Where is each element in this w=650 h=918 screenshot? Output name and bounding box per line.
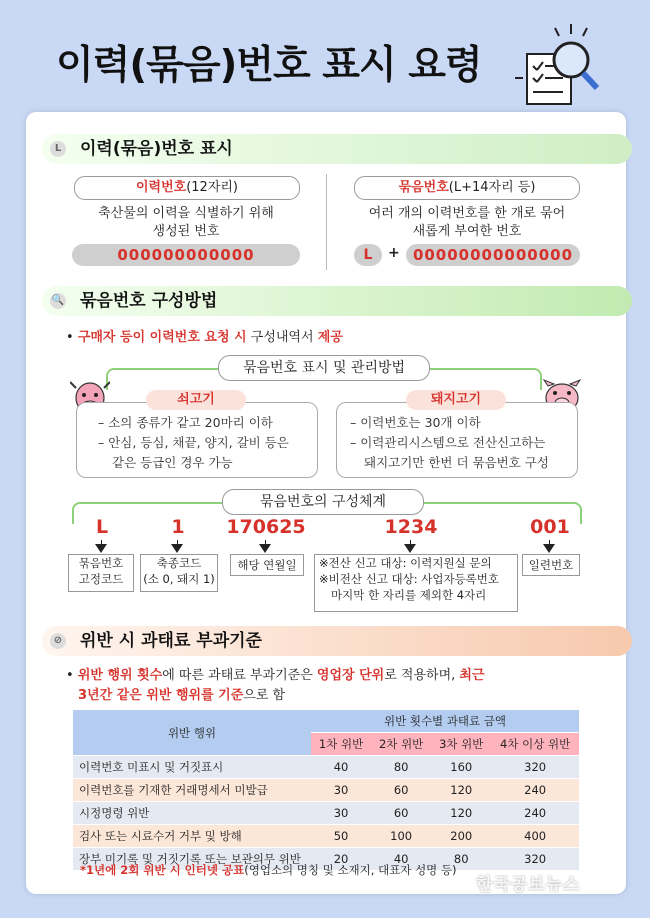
code-business-desc3: 마지막 한 자리를 제외한 4자리 — [331, 588, 487, 602]
code-species-desc2: (소 0, 돼지 1) — [143, 572, 215, 586]
cell-value: 320 — [491, 756, 579, 779]
bullet-red1: 구매자 등이 이력번호 요청 시 — [77, 330, 247, 345]
col-group: 위반 횟수별 과태료 금액 — [311, 710, 579, 733]
penalty-mid2: 로 적용하며, — [384, 668, 460, 683]
pork-line3: 돼지고기만 한번 더 묶음번호 구성 — [364, 455, 549, 470]
history-desc-line2: 생성된 번호 — [152, 224, 220, 239]
pork-line1: – 이력번호는 30개 이하 — [350, 415, 481, 430]
table-row — [73, 802, 579, 825]
col-violation: 위반 행위 — [73, 710, 311, 756]
table-row — [73, 825, 579, 848]
beef-line3: 같은 등급인 경우 가능 — [112, 455, 233, 470]
section-heading: 이력(묶음)번호 표시 — [80, 139, 233, 159]
code-species-desc — [140, 554, 218, 592]
code-date-desc: 해당 연월일 — [230, 554, 304, 576]
row-name: 시정명령 위반 — [73, 802, 311, 825]
down-arrow-icon — [171, 544, 183, 553]
prohibited-icon: ⊘ — [50, 633, 66, 649]
code-l-desc1: 묶음번호 — [78, 556, 124, 570]
cell-value: 160 — [431, 756, 491, 779]
history-desc-line1: 축산물의 이력을 식별하기 위해 — [98, 206, 274, 221]
beef-line1: – 소의 종류가 같고 20마리 이하 — [98, 415, 273, 430]
row-name: 장부 미기록 및 거짓기록 또는 보관의무 위반 — [73, 848, 311, 871]
penalty-line2-rest: 으로 함 — [243, 688, 286, 703]
magnifier-icon: 🔍 — [50, 293, 66, 309]
code-business: 1234 — [384, 516, 438, 538]
bullet-dot: • — [66, 330, 74, 345]
code-species-desc1: 축종코드 — [156, 556, 202, 570]
cell-value: 80 — [371, 756, 431, 779]
penalty-footnote — [80, 862, 457, 878]
cell-value: 400 — [491, 825, 579, 848]
bundle-desc-line1: 여러 개의 이력번호를 한 개로 묶어 — [368, 206, 566, 221]
bundle-number-label-red: 묶음번호 — [398, 180, 449, 195]
cell-value: 30 — [311, 779, 371, 802]
code-business-desc2: ※비전산 신고 대상: 사업자등록번호 — [319, 572, 500, 586]
bundle-number-example: 00000000000000 — [406, 244, 580, 266]
down-arrow-icon — [95, 544, 107, 553]
beef-tag: 쇠고기 — [146, 390, 246, 410]
down-arrow-icon — [404, 544, 416, 553]
code-business-desc1: ※전산 신고 대상: 이력지원실 문의 — [319, 556, 492, 570]
row-name: 이력번호를 기재한 거래명세서 미발급 — [73, 779, 311, 802]
cell-value: 50 — [311, 825, 371, 848]
history-number-label-red: 이력번호 — [135, 180, 187, 195]
row-name: 이력번호 미표시 및 거짓표시 — [73, 756, 311, 779]
content-card — [26, 112, 626, 894]
code-serial: 001 — [530, 516, 570, 538]
cell-value: 60 — [371, 802, 431, 825]
penalty-table — [73, 710, 579, 871]
section-heading: 위반 시 과태료 부과기준 — [80, 631, 262, 651]
code-date: 170625 — [226, 516, 306, 538]
pork-tag: 돼지고기 — [406, 390, 506, 410]
code-serial-desc: 일련번호 — [522, 554, 580, 576]
cell-value: 120 — [431, 802, 491, 825]
bundle-bullet — [66, 326, 343, 345]
section-history-number — [42, 134, 632, 164]
bullet-red2: 제공 — [317, 330, 343, 345]
plus-sign: + — [388, 245, 400, 261]
penalty-line1 — [66, 664, 485, 683]
cell-value: 20 — [311, 848, 371, 871]
penalty-mid1: 에 따른 과태료 부과기준은 — [162, 668, 317, 683]
col-4th: 4차 이상 위반 — [491, 733, 579, 756]
cell-value: 40 — [311, 756, 371, 779]
title-area — [0, 0, 650, 112]
table-row — [73, 779, 579, 802]
col-3rd: 3차 위반 — [431, 733, 491, 756]
bundle-number-label-rest: (L+14자리 등) — [448, 180, 536, 195]
history-number-example: 000000000000 — [72, 244, 300, 266]
footnote-red: *1년에 2회 위반 시 인터넷 공표 — [80, 863, 245, 877]
col-2nd: 2차 위반 — [371, 733, 431, 756]
bundle-desc-line2: 새롭게 부여한 번호 — [412, 224, 522, 239]
history-number-label — [74, 176, 300, 200]
section-bundle-composition — [42, 286, 632, 316]
section-heading: 묶음번호 구성방법 — [80, 291, 218, 311]
section-penalty — [42, 626, 632, 656]
penalty-red1: 위반 행위 횟수 — [77, 668, 163, 683]
cell-value: 320 — [491, 848, 579, 871]
beef-line2: – 안심, 등심, 채끝, 양지, 갈비 등은 — [98, 435, 289, 450]
cell-value: 40 — [371, 848, 431, 871]
manage-label: 묶음번호 표시 및 관리방법 — [218, 355, 430, 381]
table-row — [73, 756, 579, 779]
code-l: L — [95, 516, 109, 538]
bundle-number-desc — [336, 205, 598, 241]
down-arrow-icon — [543, 544, 555, 553]
cell-value: 200 — [431, 825, 491, 848]
bundle-prefix: L — [354, 244, 382, 266]
penalty-red3: 최근 — [459, 668, 485, 683]
code-business-desc — [314, 554, 518, 612]
code-species: 1 — [171, 516, 185, 538]
magnifier-document-icon — [515, 18, 610, 108]
system-label: 묶음번호의 구성체계 — [222, 489, 424, 515]
bullet-dot: • — [66, 668, 74, 683]
pork-line2: – 이력관리시스템으로 전산신고하는 — [350, 435, 546, 450]
cell-value: 240 — [491, 802, 579, 825]
watermark: 한국공보뉴스 — [476, 875, 581, 895]
cell-value: 80 — [431, 848, 491, 871]
page-title: 이력(묶음)번호 표시 요령 — [56, 43, 482, 88]
penalty-line2 — [78, 684, 285, 703]
cell-value: 120 — [431, 779, 491, 802]
history-number-label-rest: (12자리) — [186, 180, 239, 195]
cell-value: 100 — [371, 825, 431, 848]
history-number-desc — [56, 205, 316, 241]
cell-value: 30 — [311, 802, 371, 825]
code-l-desc2: 고정코드 — [78, 572, 124, 586]
section-badge: L — [50, 141, 66, 157]
down-arrow-icon — [259, 544, 271, 553]
divider — [326, 174, 327, 270]
row-name: 검사 또는 시료수거 거부 및 방해 — [73, 825, 311, 848]
cell-value: 60 — [371, 779, 431, 802]
code-l-desc — [68, 554, 134, 592]
penalty-red2: 영업장 단위 — [316, 668, 385, 683]
footnote-rest: (영업소의 명칭 및 소재지, 대표자 성명 등) — [244, 863, 457, 877]
bullet-mid: 구성내역서 — [246, 330, 318, 345]
bundle-number-label — [354, 176, 580, 200]
col-1st: 1차 위반 — [311, 733, 371, 756]
penalty-line2-red: 3년간 같은 위반 행위를 기준 — [78, 688, 244, 703]
cell-value: 240 — [491, 779, 579, 802]
